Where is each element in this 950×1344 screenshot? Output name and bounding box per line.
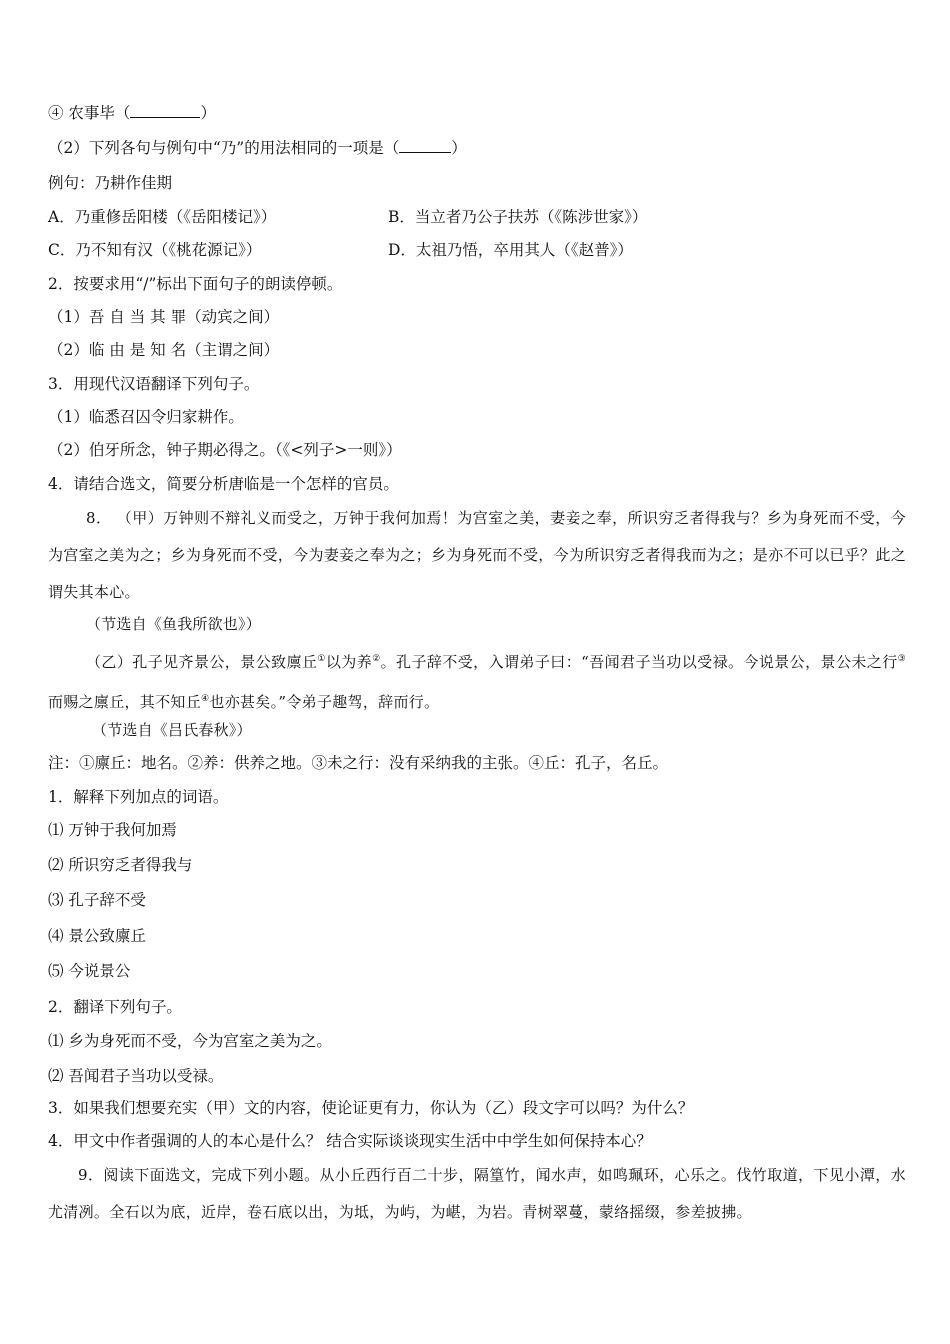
sq1-heading: 1．解释下列加点的词语。	[48, 788, 229, 806]
sq2-heading: 2．翻译下列句子。	[48, 998, 182, 1016]
q-sub2-text: （2）下列各句与例句中“乃”的用法相同的一项是（	[48, 139, 400, 157]
passage-yi-part: 也亦甚矣。”令弟子趣驾，辞而行。	[209, 693, 440, 711]
option-c: C．乃不知有汉（《桃花源记》）	[48, 241, 262, 259]
q2-item-1: （1）吾 自 当 其 罪（动宾之间）	[48, 308, 280, 326]
sq3: 3．如果我们想要充实（甲）文的内容，使论证更有力，你认为（乙）段文字可以吗？为什么？	[48, 1099, 694, 1117]
footnote-marker: ④	[201, 694, 210, 704]
example-sentence: 例句：乃耕作佳期	[48, 174, 173, 192]
footnote-marker: ②	[372, 654, 381, 664]
passage-yi-part: 以为养	[325, 653, 373, 671]
q-item4-end: ）	[200, 104, 216, 122]
q-item4-text: ④ 农事毕（	[48, 104, 131, 122]
q2-heading: 2．按要求用“/”标出下面句子的朗读停顿。	[48, 275, 343, 293]
option-d: D．太祖乃悟，卒用其人（《赵普》）	[388, 241, 633, 259]
q-item4-line	[48, 103, 216, 123]
passage-yi-part: 而赐之廪丘，其不知丘	[48, 693, 202, 711]
passage-yi	[48, 641, 906, 721]
q2-item-2: （2）临 由 是 知 名（主谓之间）	[48, 341, 280, 359]
q4-heading: 4．请结合选文，简要分析唐临是一个怎样的官员。	[48, 475, 399, 493]
sq1-item-1: ⑴ 万钟于我何加焉	[48, 821, 177, 839]
passage-jia: 8． （甲）万钟则不辩礼义而受之，万钟于我何加焉！为宫室之美，妻妾之奉，所识穷乏者得我与？乡为身死而不受，今为宫室之美为之；乡为身死而不受，今为妻妾之奉为之；乡为身死而不受，今为所识穷乏者得我而为之；是亦不可以已乎？此之谓失其本心。	[48, 509, 906, 601]
notes: 注：①廪丘：地名。②养：供养之地。③未之行：没有采纳我的主张。④丘：孔子，名丘。	[48, 754, 669, 772]
passage-yi-part: （乙）孔子见齐景公，景公致廪丘	[86, 653, 318, 671]
q-sub2-end: ）	[451, 139, 467, 157]
q3-item-1: （1）临悉召囚令归家耕作。	[48, 408, 244, 426]
option-a: A．乃重修岳阳楼（《岳阳楼记》）	[48, 208, 277, 226]
sq2-item-2: ⑵ 吾闻君子当功以受禄。	[48, 1067, 224, 1085]
answer-blank[interactable]	[399, 138, 451, 153]
options-row-1	[48, 207, 648, 227]
sq1-item-2: ⑵ 所识穷乏者得我与	[48, 856, 193, 874]
answer-blank[interactable]	[130, 103, 200, 118]
option-b: B．当立者乃公子扶苏（《陈涉世家》）	[388, 208, 648, 226]
sq2-item-1: ⑴ 乡为身死而不受，今为宫室之美为之。	[48, 1032, 332, 1050]
sq1-item-4: ⑷ 景公致廪丘	[48, 927, 146, 945]
footnote-marker: ①	[317, 654, 326, 664]
passage-q9: 9．阅读下面选文，完成下列小题。从小丘西行百二十步，隔篁竹，闻水声，如鸣珮环，心乐之。伐竹取道，下见小潭，水尤清冽。全石以为底，近岸，卷石底以出，为坻，为屿，为嵁，为岩。青树翠蔓，蒙络摇缀，参差披拂。	[48, 1166, 906, 1221]
sq4: 4．甲文中作者强调的人的本心是什么？ 结合实际谈谈现实生活中中学生如何保持本心？	[48, 1132, 652, 1150]
passage-jia-source: （节选自《鱼我所欲也》）	[86, 615, 261, 633]
passage-yi-part: 。孔子辞不受，入谓弟子曰：“吾闻君子当功以受禄。今说景公，景公未之行	[380, 653, 898, 671]
q3-item-2: （2）伯牙所念，钟子期必得之。（《<列子>一则》）	[48, 441, 402, 459]
q-sub2-line	[48, 138, 467, 158]
q3-heading: 3．用现代汉语翻译下列句子。	[48, 375, 260, 393]
sq1-item-3: ⑶ 孔子辞不受	[48, 891, 146, 909]
passage-yi-source: （节选自《吕氏春秋》）	[92, 721, 252, 739]
sq1-item-5: ⑸ 今说景公	[48, 962, 131, 980]
footnote-marker: ③	[897, 654, 907, 664]
options-row-2	[48, 240, 633, 260]
